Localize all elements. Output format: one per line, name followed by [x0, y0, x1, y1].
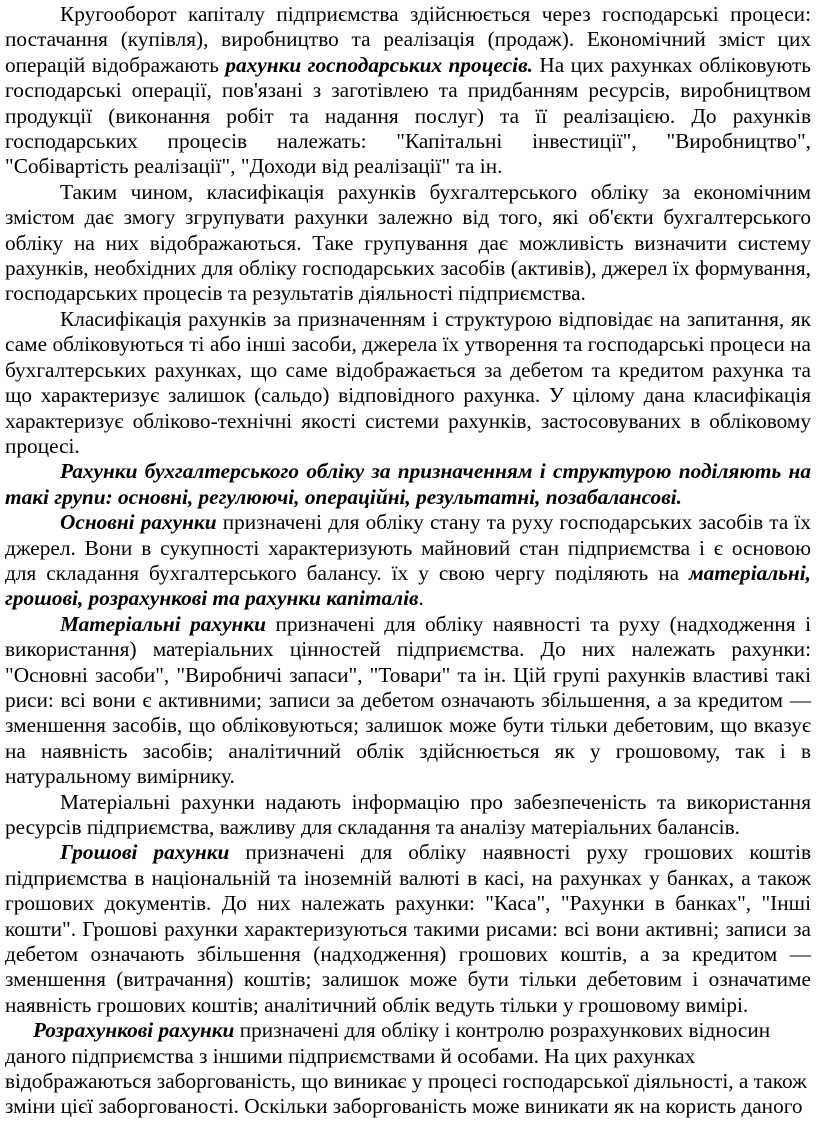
paragraph-text: На цих рахунках обліковують господарські операції, пов'язані з заготівлею та придбанням ресурсів, виробництвом продукції (виконання робіт та надання послуг) та її реалізацією. До рахунків господарських процесів належать: "Капітальні інвестиції", "Виробництво", "Собівартість реалізації", "Доходи від реалізації" та ін. — [5, 52, 812, 179]
paragraph-text: призначені для обліку наявності руху грошових коштів підприємства в національній та іноземній валюті в касі, на рахунках у банках, а також грошових документів. До них належать рахунки: "Каса", "Рахунки в банках", "Інші кошти". Грошові рахунки характеризуються такими рисами: всі вони активні; записи за дебетом означають збільшення (надходження) грошових коштів, а за кредитом — зменшення (витрачання) коштів; залишок може бути тільки дебетовим і означатиме наявність грошових коштів; аналітичний облік ведуть тільки у грошовому вимірі. — [5, 840, 811, 1017]
paragraph-text: Класифікація рахунків за призначенням і структурою відповідає на запитання, як саме обліковуються ті або інші засоби, джерела їх утворення та господарські процеси на бухгалтерських рахунках, що саме відображається за дебетом та кредитом рахунка та що характеризує залишок (сальдо) відповідного рахунка. У цілому дана класифікація характеризує обліково-технічні якості системи рахунків, застосовуваних в обліковому процесі. — [5, 306, 811, 458]
emphasis-main-accounts: Основні рахунки — [60, 510, 217, 535]
emphasis-account-groups: Рахунки бухгалтерського обліку за призначенням і структурою поділяють на такі групи: основні, регулюючі, операційні, результатні, позабалансові. — [5, 459, 811, 509]
paragraph-text: Кругооборот капіталу підприємства здійснюється через господарські процеси: постачання (купівля), виробництво та реалізація (продаж). Економічний зміст цих операцій відображають — [5, 2, 811, 77]
paragraph-business-process-accounts — [5, 2, 811, 180]
paragraph-text: . — [418, 586, 424, 611]
paragraph-main-accounts — [5, 510, 811, 612]
emphasis-business-process-accounts: рахунки господарських процесів. — [225, 52, 533, 77]
emphasis-settlement-accounts: Розрахункові рахунки — [33, 1018, 235, 1043]
paragraph-purpose-structure-classification — [5, 307, 811, 459]
paragraph-text: призначені для обліку і контролю розрахункових відносин даного підприємства з іншими підприємствами й особами. На цих рахунках відображаються заборгованість, що виникає у процесі господарської діяльності, а також зміни цієї заборгованості. Оскільки заборгованість може виникати як на користь даного — [5, 1018, 807, 1119]
emphasis-cash-accounts: Грошові рахунки — [60, 840, 230, 865]
paragraph-economic-classification — [5, 180, 811, 307]
paragraph-text: Таким чином, класифікація рахунків бухгалтерського обліку за економічним змістом дає змогу згрупувати рахунки залежно від того, які об'єкти бухгалтерського обліку на них відображаються. Таке групування дає можливість визначити систему рахунків, необхідних для обліку господарських засобів (активів), джерел їх формування, господарських процесів та результатів діяльності підприємства. — [5, 179, 811, 306]
paragraph-text: призначені для обліку наявності та руху (надходження і використання) матеріальних цінностей підприємства. До них належать рахунки: "Основні засоби", "Виробничі запаси", "Товари" та ін. Цій групі рахунків властиві такі риси: всі вони є активними; записи за дебетом означають збільшення, а за кредитом — зменшення засобів, що обліковуються; залишок може бути тільки дебетовим, що вказує на наявність засобів; аналітичний облік здійснюється як у грошовому, так і в натуральному вимірнику. — [5, 611, 811, 789]
paragraph-material-accounts — [5, 612, 811, 790]
paragraph-material-accounts-info — [5, 790, 811, 841]
emphasis-main-account-types: матеріальні, грошові, розрахункові та рахунки капіталів — [5, 560, 811, 611]
paragraph-account-groups — [5, 459, 811, 510]
paragraph-text: призначені для обліку стану та руху господарських засобів та їх джерел. Вони в сукупності характеризують майновий стан підприємства і є основою для складання бухгалтерського балансу. їх у свою чергу поділяють на — [5, 510, 812, 585]
emphasis-material-accounts: Матеріальні рахунки — [60, 611, 266, 636]
paragraph-text: Матеріальні рахунки надають інформацію про забезпеченість та використання ресурсів підприємства, важливу для складання та аналізу матеріальних балансів. — [5, 789, 811, 839]
paragraph-settlement-accounts — [5, 1018, 811, 1120]
paragraph-cash-accounts — [5, 840, 811, 1018]
